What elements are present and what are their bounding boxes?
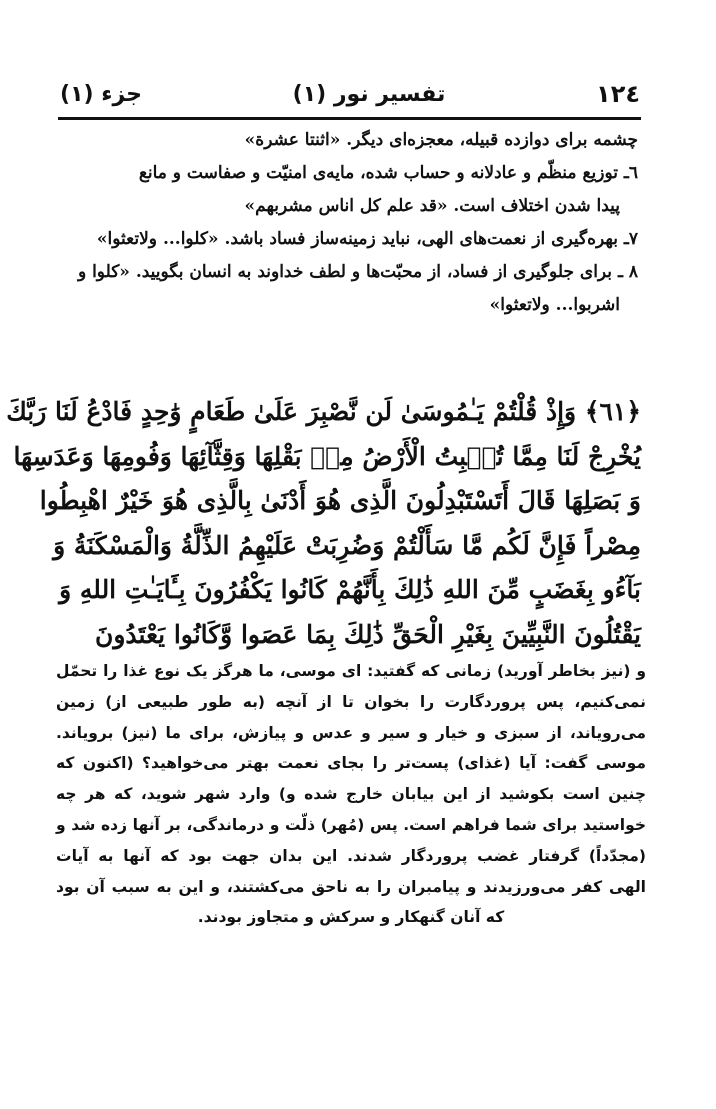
- verse-line: يُخْرِجْ لَنَا مِمَّا تُنۢبِتُ الْأَرْضُ مِنۢ بَقْلِهَا وَقِثَّآئِهَا وَفُومِهَا وَعَدَسِهَا: [13, 441, 641, 471]
- point-line: ٧ـ بهره‌گیری از نعمت‌های الهی، نباید زمینه‌ساز فساد باشد. «کلوا... ولاتعثوا»: [96, 229, 638, 249]
- point-line: ٦ـ توزیع منظّم و عادلانه و حساب شده، مایه‌ی امنیّت و صفاست و مانع: [138, 163, 638, 183]
- verse-line: وَ بَصَلِهَا قَالَ أَتَسْتَبْدِلُونَ الَّذِى هُوَ أَدْنَىٰ بِالَّذِى هُوَ خَيْرٌ اهْبِطُوا: [39, 486, 641, 515]
- verse-text: وَإِذْ قُلْتُمْ يَـٰمُوسَىٰ لَن نَّصْبِرَ عَلَىٰ طَعَامٍ وَٰحِدٍ فَادْعُ لَنَا رَبَّكَ: [6, 397, 577, 426]
- translation-line: که آنان گنهکار و سرکش و متجاوز بودند.: [197, 908, 505, 927]
- commentary-points: [58, 124, 638, 322]
- page-number: ١٢٤: [596, 80, 640, 108]
- point-line: اشربوا... ولاتعثوا»: [489, 295, 620, 315]
- translation-line: چنین است بکوشید از این بیابان خارج شده و) وارد شهر شوید، که هر چه: [56, 785, 646, 804]
- page-header: [60, 76, 640, 112]
- translation-line: و (نیز بخاطر آورید) زمانی که گفتید: ای موسی، ما هرگز یک نوع غذا را تحمّل: [56, 662, 646, 680]
- translation-line: خواستید برای شما فراهم است. پس (مُهر) ذلّت و درماندگی، بر آنها زده شد و: [56, 815, 646, 834]
- verse-translation: [56, 656, 646, 933]
- translation-line: الهی کفر می‌ورزیدند و پیامبران را به ناحق می‌کشتند، و این به سبب آن بود: [56, 877, 646, 896]
- point-line: پیدا شدن اختلاف است. «قد علم کل اناس مشربهم»: [244, 196, 620, 216]
- quran-verse: [6, 390, 641, 657]
- verse-number: ﴿٦١﴾: [584, 397, 641, 426]
- translation-line: نمی‌کنیم، پس پروردگارت را بخوان تا از آنچه (به طور طبیعی از) زمین: [56, 692, 646, 711]
- verse-line: [6, 390, 641, 435]
- verse-line: بَآءُو بِغَضَبٍ مِّنَ اللهِ ذَٰلِكَ بِأَنَّهُمْ كَانُوا يَكْفُرُونَ بِـَٔايَـٰتِ اللهِ وَ: [59, 575, 641, 604]
- translation-line: موسی گفت: آیا (غذای) پست‌تر را بجای نعمت بهتر می‌خواهید؟ (اکنون که: [56, 754, 646, 773]
- part-label: جزء (١): [60, 81, 143, 107]
- translation-line: (مجدّداً) گرفتار غضب پروردگار شدند. این بدان جهت بود که آنها به آیات: [56, 846, 646, 865]
- verse-line: يَقْتُلُونَ النَّبِيِّينَ بِغَيْرِ الْحَقِّ ذَٰلِكَ بِمَا عَصَوا وَّكَانُوا يَعْتَدُونَ: [95, 619, 641, 649]
- book-title: تفسیر نور (١): [292, 81, 446, 107]
- header-rule: [58, 117, 641, 120]
- point-line: ٨ ـ برای جلوگیری از فساد، از محبّت‌ها و لطف خداوند به انسان بگویید. «کلوا و: [77, 262, 638, 282]
- translation-line: می‌رویاند، از سبزی و خیار و سیر و عدس و پیازش، برای ما (نیز) برویاند.: [56, 723, 646, 742]
- verse-line: مِصْراً فَإِنَّ لَكُم مَّا سَأَلْتُمْ وَضُرِبَتْ عَلَيْهِمُ الذِّلَّةُ وَالْمَسْكَنَةُ وَ: [53, 530, 641, 560]
- point-line: چشمه برای دوازده قبیله، معجزه‌ای دیگر. «اثنتا عشرة»: [244, 130, 638, 150]
